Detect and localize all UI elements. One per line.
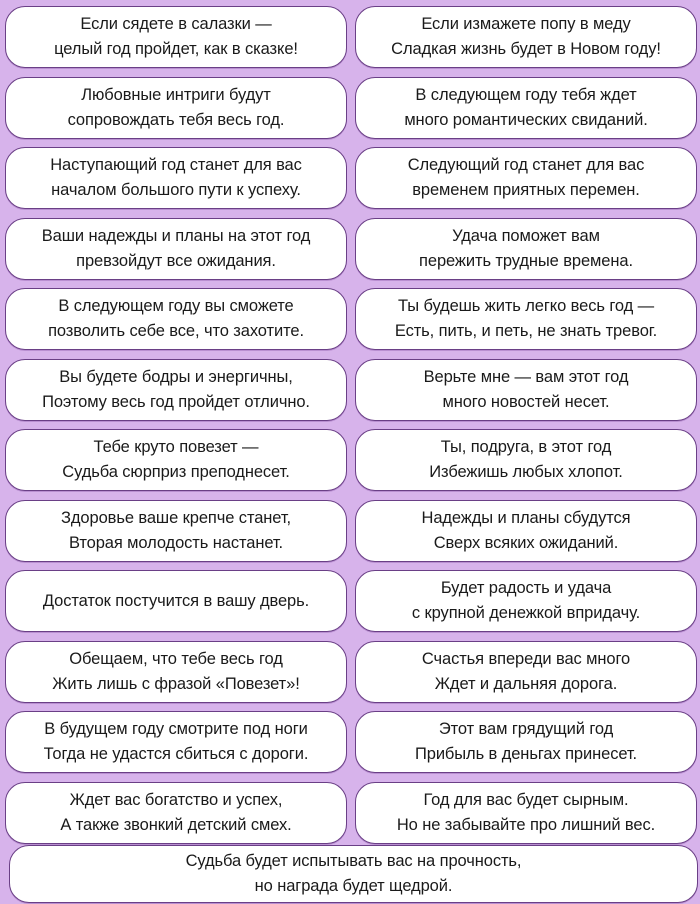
prediction-text: В будущем году смотрите под ноги Тогда не удастся сбиться с дороги.: [43, 720, 309, 763]
prediction-card: [5, 500, 347, 562]
prediction-text: Удача поможет вам пережить трудные времена.: [419, 226, 633, 270]
prediction-text: Тебе круто повезет — Судьба сюрприз преподнесет.: [62, 438, 290, 481]
prediction-card: [5, 6, 347, 68]
prediction-card: [5, 711, 347, 773]
prediction-card: [5, 570, 347, 632]
prediction-card: [355, 6, 697, 68]
prediction-text: Следующий год станет для вас временем приятных перемен.: [407, 156, 645, 199]
prediction-card: [355, 641, 697, 703]
prediction-card: [5, 359, 347, 421]
prediction-card: [355, 782, 697, 844]
prediction-card: [5, 288, 347, 350]
prediction-card: [5, 782, 347, 844]
prediction-card: [355, 429, 697, 491]
prediction-text: Ждет вас богатство и успех, А также звонкий детский смех.: [60, 790, 292, 834]
prediction-text: Любовные интриги будут сопровождать тебя весь год.: [67, 85, 285, 129]
prediction-text: В следующем году тебя ждет много романтических свиданий.: [404, 85, 648, 129]
prediction-text: Наступающий год станет для вас началом большого пути к успеху.: [50, 156, 302, 199]
prediction-text: Достаток постучится в вашу дверь.: [42, 591, 310, 610]
prediction-card: [355, 77, 697, 139]
prediction-card: [5, 429, 347, 491]
prediction-text: Здоровье ваше крепче станет, Вторая молодость настанет.: [61, 508, 291, 552]
prediction-text: Ты, подруга, в этот год Избежишь любых хлопот.: [429, 438, 623, 481]
prediction-card: [5, 77, 347, 139]
prediction-text: В следующем году вы сможете позволить себе все, что захотите.: [48, 297, 304, 340]
prediction-card: [355, 359, 697, 421]
prediction-grid: [5, 6, 696, 844]
prediction-card: [355, 500, 697, 562]
prediction-text: Судьба будет испытывать вас на прочность, но награда будет щедрой.: [185, 852, 522, 895]
prediction-text: Ваши надежды и планы на этот год превзойдут все ожидания.: [41, 226, 311, 270]
prediction-text: Вы будете бодры и энергичны, Поэтому весь год пройдет отлично.: [42, 367, 310, 411]
prediction-text: Верьте мне — вам этот год много новостей несет.: [423, 367, 629, 411]
prediction-text: Если сядете в салазки — целый год пройдет, как в сказке!: [54, 15, 298, 58]
prediction-card: [355, 288, 697, 350]
prediction-card: [355, 711, 697, 773]
prediction-text: Счастья впереди вас много Ждет и дальняя дорога.: [421, 649, 631, 693]
prediction-text: Надежды и планы сбудутся Сверх всяких ожиданий.: [421, 508, 631, 552]
prediction-card-wide: [9, 845, 698, 903]
prediction-card: [355, 218, 697, 280]
prediction-text: Ты будешь жить легко весь год — Есть, пить, и петь, не знать тревог.: [394, 297, 658, 340]
prediction-text: Будет радость и удача с крупной денежкой впридачу.: [411, 579, 641, 622]
prediction-text: Если измажете попу в меду Сладкая жизнь будет в Новом году!: [391, 15, 661, 58]
prediction-text: Обещаем, что тебе весь год Жить лишь с фразой «Повезет»!: [52, 649, 300, 693]
prediction-card: [5, 641, 347, 703]
prediction-card: [5, 218, 347, 280]
prediction-text: Год для вас будет сырным. Но не забывайте про лишний вес.: [396, 790, 656, 834]
prediction-text: Этот вам грядущий год Прибыль в деньгах принесет.: [414, 720, 637, 763]
prediction-card: [355, 570, 697, 632]
prediction-card: [355, 147, 697, 209]
prediction-card: [5, 147, 347, 209]
